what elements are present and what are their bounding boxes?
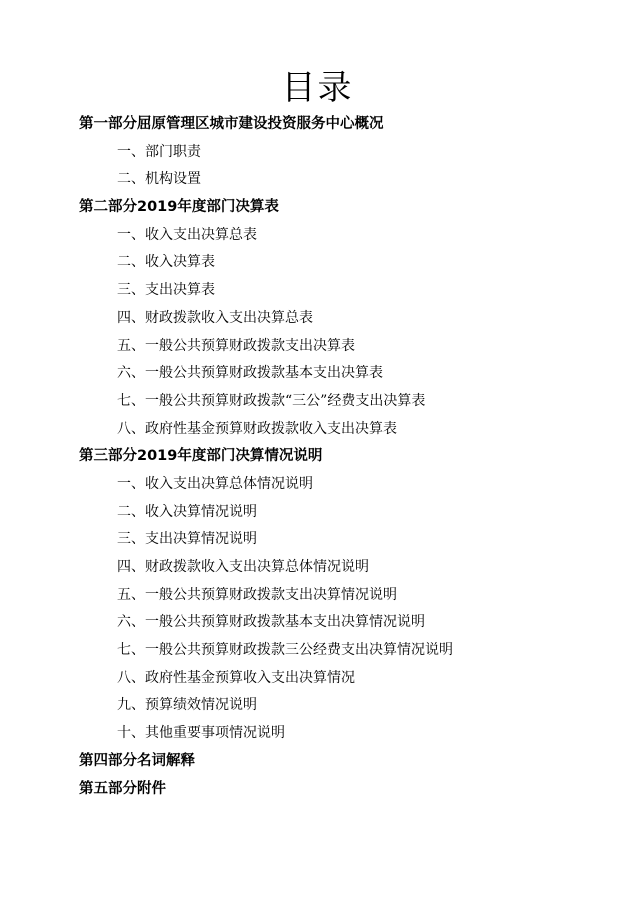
toc-part-heading: 第五部分附件 [79,780,166,797]
toc-entry: 八、政府性基金预算收入支出决算情况 [117,669,355,686]
toc-part-heading: 第二部分2019年度部门决算表 [79,199,279,216]
toc-entry: 五、一般公共预算财政拨款支出决算情况说明 [117,586,397,603]
toc-entry: 四、财政拨款收入支出决算总体情况说明 [117,559,369,575]
toc-entry: 一、收入支出决算总表 [117,226,257,243]
toc-part-heading: 第一部分屈原管理区城市建设投资服务中心概况 [79,116,384,132]
toc-part-heading: 第四部分名词解释 [79,752,195,769]
toc-entry: 七、一般公共预算财政拨款“三公”经费支出决算表 [117,392,426,409]
table-of-contents [0,111,635,803]
toc-entry: 六、一般公共预算财政拨款基本支出决算表 [117,365,383,382]
toc-part-heading: 第三部分2019年度部门决算情况说明 [79,448,323,465]
toc-entry: 二、收入决算表 [117,254,215,271]
toc-entry: 三、支出决算情况说明 [117,531,257,548]
toc-entry: 六、一般公共预算财政拨款基本支出决算情况说明 [117,614,425,631]
toc-entry: 四、财政拨款收入支出决算总表 [117,309,313,326]
toc-entry: 九、预算绩效情况说明 [117,697,257,714]
toc-entry: 二、机构设置 [117,171,201,188]
toc-entry: 十、其他重要事项情况说明 [117,725,285,742]
toc-entry: 八、政府性基金预算财政拨款收入支出决算表 [117,420,397,437]
toc-entry: 三、支出决算表 [117,282,215,299]
toc-entry: 七、一般公共预算财政拨款三公经费支出决算情况说明 [117,642,453,659]
toc-entry: 一、收入支出决算总体情况说明 [117,475,313,492]
page-title: 目录 [281,68,354,108]
toc-entry: 二、收入决算情况说明 [117,503,257,520]
toc-entry: 一、部门职责 [117,143,201,160]
toc-entry: 五、一般公共预算财政拨款支出决算表 [117,337,355,354]
